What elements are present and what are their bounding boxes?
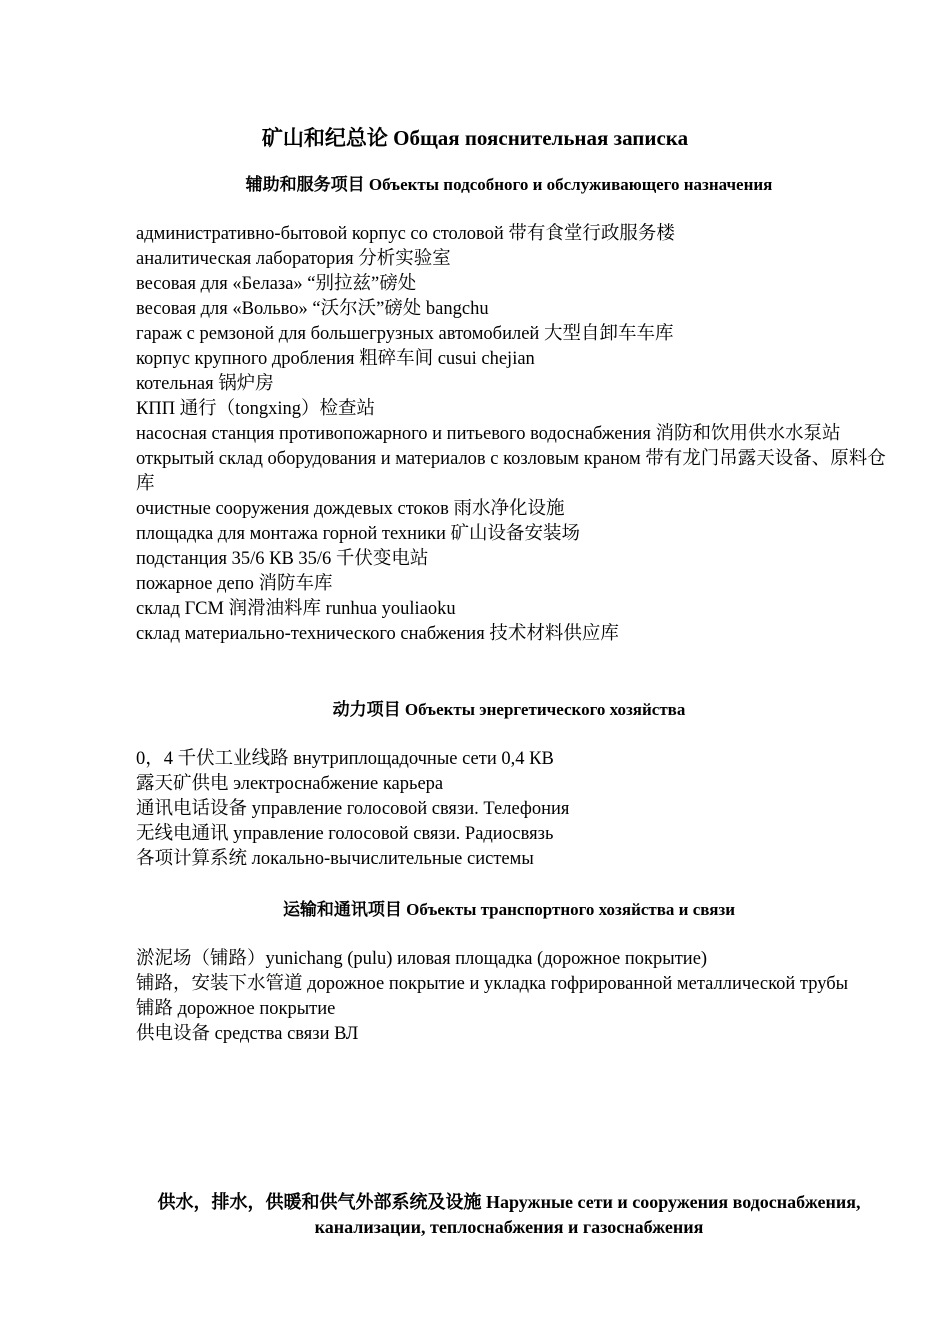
section-list-energy	[136, 747, 886, 872]
section-heading-auxiliary: 辅助和服务项目 Объекты подсобного и обслуживающего назначения	[245, 175, 773, 194]
list-item: 0，4 千伏工业线路 внутриплощадочные сети 0,4 КВ	[136, 749, 554, 769]
list-item: открытый склад оборудования и материалов с козловым краном 带有龙门吊露天设备、原料仓库	[136, 449, 886, 494]
list-item: склад материально-технического снабжения 技术材料供应库	[136, 624, 619, 644]
list-item: склад ГСМ 润滑油料库 runhua youliaoku	[136, 599, 456, 619]
list-item: аналитическая лаборатория 分析实验室	[136, 249, 451, 269]
list-item: 通讯电话设备 управление голосовой связи. Телефония	[136, 799, 570, 819]
list-item: 无线电通讯 управление голосовой связи. Радиосвязь	[136, 824, 554, 844]
list-item: весовая для «Вольво» “沃尔沃”磅处 bangchu	[136, 299, 489, 319]
document-title: 矿山和纪总论 Общая пояснительная записка	[261, 126, 689, 150]
list-item: площадка для монтажа горной техники 矿山设备安装场	[136, 524, 580, 544]
list-item: котельная 锅炉房	[136, 374, 274, 394]
list-item: корпус крупного дробления 粗碎车间 cusui chejian	[136, 349, 535, 369]
list-item: 铺路 дорожное покрытие	[136, 999, 336, 1019]
list-item: пожарное депо 消防车库	[136, 574, 333, 594]
section-list-transport	[136, 947, 886, 1047]
section-heading-transport: 运输和通讯项目 Объекты транспортного хозяйства и связи	[282, 900, 736, 919]
section-list-auxiliary	[136, 222, 886, 647]
section-heading-water-systems: 供水，排水，供暖和供气外部系统及设施 Наружные сети и сооружения водоснабжения, канализации, теплоснабжения и газоснабжения	[157, 1192, 861, 1237]
list-item: административно-бытовой корпус со столовой 带有食堂行政服务楼	[136, 224, 675, 244]
list-item: 供电设备 средства связи ВЛ	[136, 1024, 359, 1044]
section-heading-energy: 动力项目 Объекты энергетического хозяйства	[332, 700, 686, 719]
list-item: очистные сооружения дождевых стоков 雨水净化设施	[136, 499, 565, 519]
list-item: КПП 通行（tongxing）检查站	[136, 399, 375, 419]
list-item: гараж с ремзоной для большегрузных автомобилей 大型自卸车车库	[136, 324, 674, 344]
list-item: 铺路，安装下水管道 дорожное покрытие и укладка гофрированной металлической трубы	[136, 974, 849, 994]
list-item: насосная станция противопожарного и питьевого водоснабжения 消防和饮用供水水泵站	[136, 424, 841, 444]
list-item: 露天矿供电 электроснабжение карьера	[136, 774, 444, 794]
list-item: весовая для «Белаза» “别拉兹”磅处	[136, 274, 417, 294]
list-item: подстанция 35/6 КВ 35/6 千伏变电站	[136, 549, 429, 569]
list-item: 淤泥场（铺路）yunichang (pulu) иловая площадка (дорожное покрытие)	[136, 949, 708, 969]
list-item: 各项计算系统 локально-вычислительные системы	[136, 849, 534, 869]
